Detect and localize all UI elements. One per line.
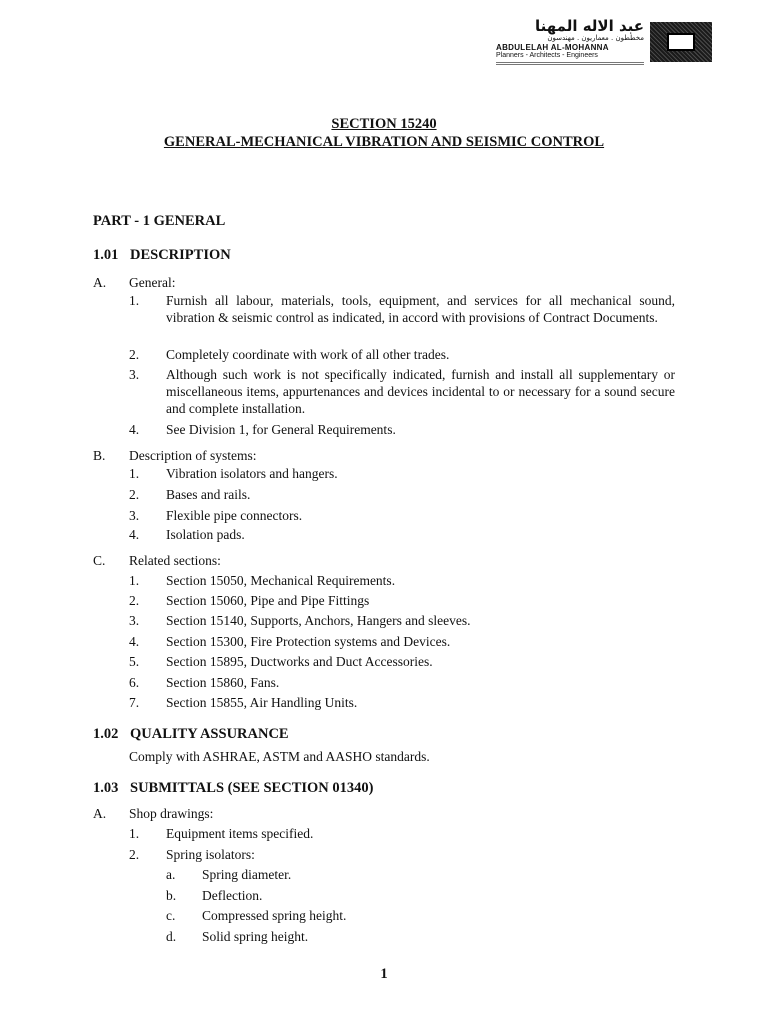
list-item-text: Section 15060, Pipe and Pipe Fittings [166,593,370,608]
sublist-letter: b. [166,888,177,903]
list-number: 4. [129,422,140,437]
company-name: ABDULELAH AL-MOHANNA [496,43,609,52]
company-tagline: Planners - Architects - Engineers [496,52,598,59]
list-number: 6. [129,675,140,690]
list-number: 1. [129,826,140,841]
list-item-text: Completely coordinate with work of all other trades. [166,347,450,362]
part-heading: PART - 1 GENERAL [93,213,226,229]
heading-number: 1.03 [93,780,119,796]
item-title: Shop drawings: [129,806,214,821]
sublist-item-text: Compressed spring height. [202,908,347,923]
list-item-text: Section 15050, Mechanical Requirements. [166,573,396,588]
item-title: Description of systems: [129,448,257,463]
item-label: B. [93,448,106,463]
list-item-text: Although such work is not specifically indicated, furnish and install all supplementary or miscellaneous items, appurtenances and devices incidental to or necessary for a sound secure and complete installation. [166,367,675,416]
heading-number: 1.01 [93,247,119,263]
list-number: 2. [129,847,140,862]
sublist-item-text: Solid spring height. [202,929,309,944]
list-item-text: Section 15860, Fans. [166,675,280,690]
company-arabic-name: عبد الاله المهنا [534,17,644,35]
list-number: 7. [129,695,140,710]
list-number: 5. [129,654,140,669]
list-number: 4. [129,634,140,649]
item-label: A. [93,806,107,821]
list-item-text: Flexible pipe connectors. [166,508,303,523]
list-number: 1. [129,573,140,588]
list-item-text: Furnish all labour, materials, tools, equipment, and services for all mechanical sound, vibration & seismic control as indicated, in accord with provisions of Contract Documents. [166,293,675,325]
heading-title: SUBMITTALS (SEE SECTION 01340) [130,780,374,796]
heading-1-01 [93,247,231,264]
page-number: 1 [380,966,388,982]
sublist-letter: d. [166,929,177,944]
sublist-letter: c. [166,908,176,923]
heading-number: 1.02 [93,726,119,742]
list-item-text: Bases and rails. [166,487,251,502]
item-title: General: [129,275,176,290]
list-item-text: Spring isolators: [166,847,255,862]
list-number: 2. [129,487,140,502]
company-letterhead [494,18,714,66]
list-item-text: Section 15895, Ductworks and Duct Accessories. [166,654,433,669]
sublist-item-text: Deflection. [202,888,263,903]
company-seal-logo [650,22,712,62]
list-number: 3. [129,613,140,628]
heading-1-03 [93,780,373,797]
list-number: 2. [129,593,140,608]
item-label: C. [93,553,106,568]
list-number: 3. [129,367,140,382]
company-arabic-tagline: مخططون . معماريون . مهندسون [547,34,644,42]
sublist-letter: a. [166,867,176,882]
list-item-text: Section 15140, Supports, Anchors, Hangers and sleeves. [166,613,471,628]
list-item-text: Equipment items specified. [166,826,314,841]
list-item-text: Section 15855, Air Handling Units. [166,695,358,710]
section-number-title: SECTION 15240 [331,116,437,132]
list-item-text: See Division 1, for General Requirements. [166,422,396,437]
list-item-text: Section 15300, Fire Protection systems and Devices. [166,634,451,649]
list-number: 4. [129,527,140,542]
heading-1-02 [93,726,289,743]
list-number: 3. [129,508,140,523]
company-address-line [496,61,644,65]
heading-title: QUALITY ASSURANCE [130,726,289,742]
list-item-text: Vibration isolators and hangers. [166,466,338,481]
seal-frame [667,33,695,51]
list-number: 1. [129,293,140,308]
list-item-text: Isolation pads. [166,527,245,542]
sublist-item-text: Spring diameter. [202,867,292,882]
section-text: Comply with ASHRAE, ASTM and AASHO standards. [129,749,430,764]
list-number: 1. [129,466,140,481]
item-title: Related sections: [129,553,221,568]
item-label: A. [93,275,107,290]
list-number: 2. [129,347,140,362]
heading-title: DESCRIPTION [130,247,231,263]
section-name-title: GENERAL-MECHANICAL VIBRATION AND SEISMIC CONTROL [163,134,605,150]
